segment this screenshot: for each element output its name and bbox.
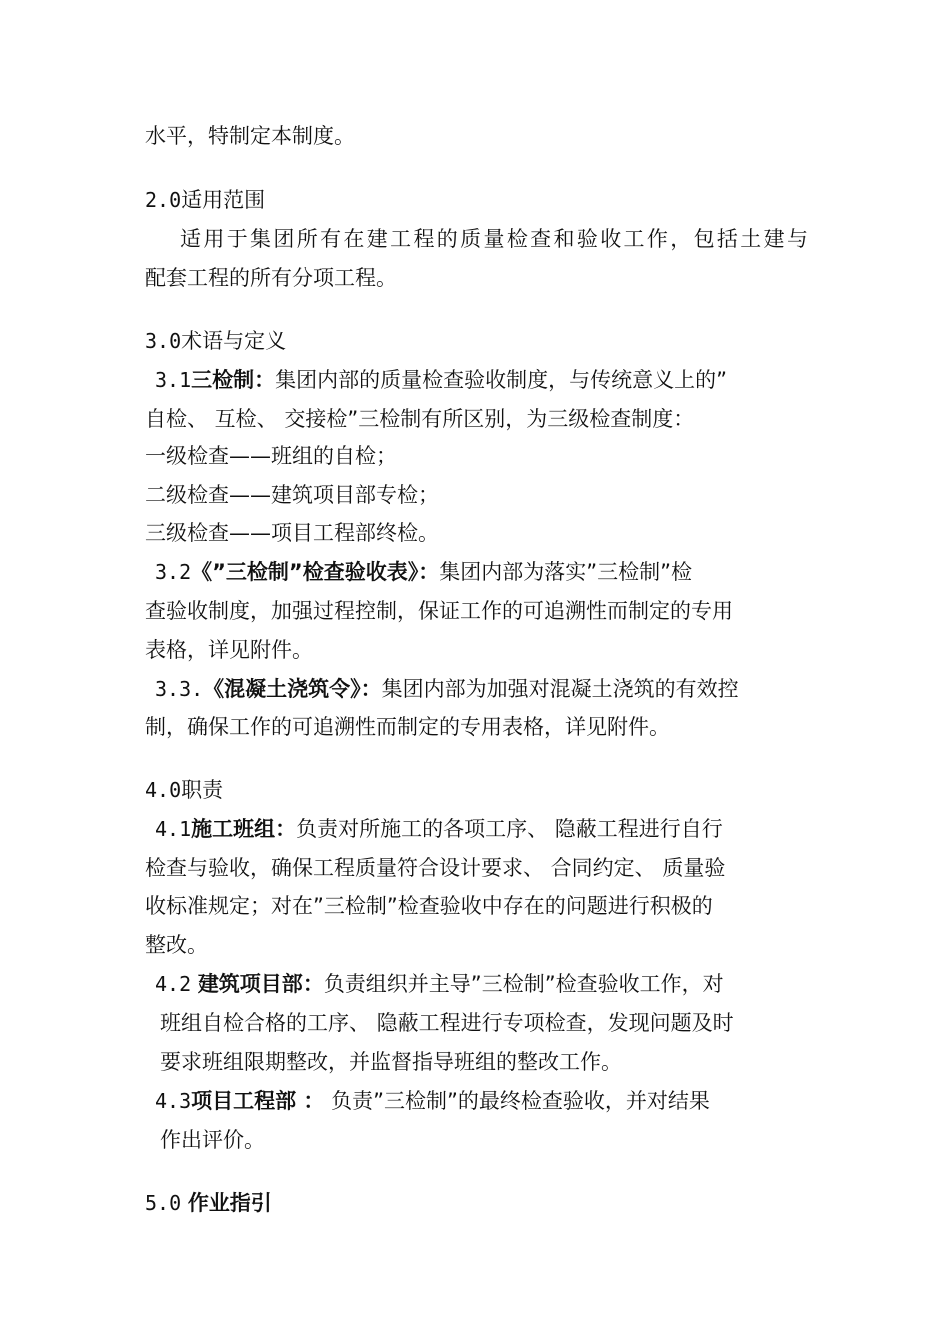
definition-text: 集团内部为加强对混凝土浇筑的有效控 — [381, 677, 739, 701]
item-number: 4.2 — [155, 972, 192, 996]
section-number: 3.0 — [145, 329, 182, 353]
responsibility-text: 负责组织并主导”三检制”检查验收工作，对 — [323, 972, 724, 996]
responsibility-4-2 — [155, 970, 820, 998]
section-4-heading — [145, 776, 810, 804]
definition-term: 《混凝土浇筑令》 — [203, 677, 361, 701]
responsibility-line: 收标准规定；对在”三检制”检查验收中存在的问题进行积极的 — [145, 894, 713, 918]
term-separator: ： — [296, 1089, 325, 1113]
section-number: 5.0 — [145, 1191, 182, 1215]
responsibility-role: 施工班组 — [191, 817, 276, 841]
section-title: 术语与定义 — [181, 329, 287, 353]
section-title: 职责 — [181, 778, 224, 802]
definition-3-2 — [155, 558, 820, 586]
term-separator: ： — [360, 677, 382, 701]
item-number: 4.3 — [155, 1089, 192, 1113]
section-2-heading — [145, 186, 810, 214]
definition-text: 集团内部的质量检查验收制度，与传统意义上的” — [275, 368, 728, 392]
term-separator: ： — [254, 368, 276, 392]
definition-line: 表格，详见附件。 — [145, 638, 313, 662]
definition-line: 自检、 互检、 交接检”三检制有所区别，为三级检查制度： — [145, 407, 695, 431]
item-number: 3.2 — [155, 560, 192, 584]
definition-3-1 — [155, 366, 820, 394]
definition-3-3 — [155, 675, 820, 703]
section-number: 2.0 — [145, 188, 182, 212]
responsibility-line: 整改。 — [145, 933, 208, 957]
definition-term: 三检制 — [191, 368, 255, 392]
definition-text: 集团内部为落实”三检制”检 — [439, 560, 692, 584]
definition-line: 一级检查——班组的自检； — [145, 444, 397, 468]
term-separator: ： — [418, 560, 440, 584]
responsibility-line: 检查与验收，确保工程质量符合设计要求、 合同约定、 质量验 — [145, 856, 726, 880]
definition-line: 查验收制度，加强过程控制，保证工作的可追溯性而制定的专用 — [145, 599, 733, 623]
section-3-heading — [145, 327, 810, 355]
section-title: 适用范围 — [181, 188, 266, 212]
responsibility-4-1 — [155, 815, 820, 843]
section-2-paragraph-line: 适 用 于 集 团 所 有 在 建 工 程 的 质 量 检 查 和 验 收 工 作 ， 包 括 土 建 与 — [180, 227, 808, 251]
section-title: 作业指引 — [187, 1191, 272, 1215]
responsibility-text: 负责对所施工的各项工序、 隐蔽工程进行自行 — [296, 817, 723, 841]
definition-line: 三级检查——项目工程部终检。 — [145, 521, 439, 545]
responsibility-line: 班组自检合格的工序、 隐蔽工程进行专项检查，发现问题及时 — [160, 1011, 734, 1035]
intro-continuation: 水平，特制定本制度。 — [145, 124, 355, 148]
responsibility-text: 负责”三检制”的最终检查验收，并对结果 — [331, 1089, 710, 1113]
term-separator: ： — [302, 972, 324, 996]
section-2-paragraph-line: 配套工程的所有分项工程。 — [145, 266, 397, 290]
section-number: 4.0 — [145, 778, 182, 802]
responsibility-role: 项目工程部 — [191, 1089, 297, 1113]
definition-line: 二级检查——建筑项目部专检； — [145, 483, 439, 507]
responsibility-role: 建筑项目部 — [197, 972, 303, 996]
section-5-heading — [145, 1189, 810, 1217]
definition-line: 制，确保工作的可追溯性而制定的专用表格，详见附件。 — [145, 715, 670, 739]
responsibility-line: 要求班组限期整改，并监督指导班组的整改工作。 — [160, 1050, 622, 1074]
definition-term: 《”三检制”检查验收表》 — [191, 560, 419, 584]
responsibility-4-3 — [155, 1087, 820, 1115]
item-number: 3.3. — [155, 677, 204, 701]
item-number: 4.1 — [155, 817, 192, 841]
term-separator: ： — [275, 817, 297, 841]
responsibility-line: 作出评价。 — [160, 1128, 265, 1152]
item-number: 3.1 — [155, 368, 192, 392]
